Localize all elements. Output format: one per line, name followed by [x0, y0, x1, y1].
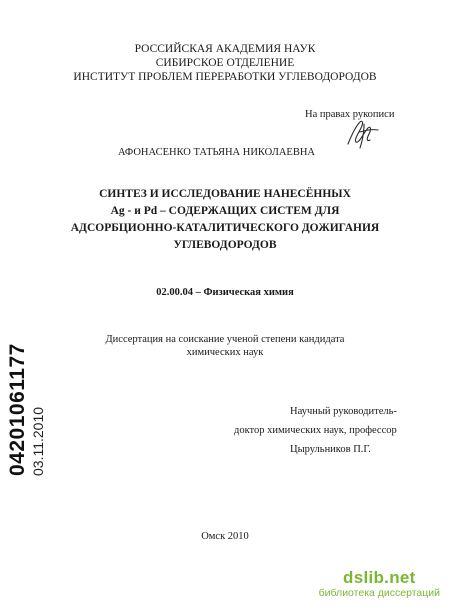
- library-date: 03.11.2010: [30, 406, 46, 476]
- advisor-line-1: Научный руководитель-: [290, 406, 397, 417]
- advisor-line-3: Цырульников П.Г.: [290, 444, 371, 455]
- degree-line-2: химических наук: [186, 347, 264, 358]
- city-year: Омск 2010: [201, 531, 249, 542]
- watermark-logo: dslib.net: [343, 568, 416, 587]
- manuscript-note: На правах рукописи: [305, 109, 395, 120]
- thesis-title-line-1: СИНТЕЗ И ИССЛЕДОВАНИЕ НАНЕСЁННЫХ: [99, 188, 351, 200]
- library-code: 04201061177: [6, 343, 29, 476]
- thesis-title-line-3: АДСОРБЦИОННО-КАТАЛИТИЧЕСКОГО ДОЖИГАНИЯ: [70, 222, 380, 234]
- advisor-line-2: доктор химических наук, профессор: [234, 425, 397, 436]
- signature-icon: [342, 114, 382, 150]
- watermark-subtitle: библиотека диссертаций: [318, 587, 440, 599]
- institution-line-2: СИБИРСКОЕ ОТДЕЛЕНИЕ: [155, 57, 295, 69]
- specialty: 02.00.04 – Физическая химия: [156, 287, 294, 298]
- library-stamp: [6, 343, 76, 476]
- author-name: АФОНАСЕНКО ТАТЬЯНА НИКОЛАЕВНА: [118, 147, 316, 158]
- institution-line-3: ИНСТИТУТ ПРОБЛЕМ ПЕРЕРАБОТКИ УГЛЕВОДОРОДОВ: [73, 71, 377, 83]
- thesis-title-line-4: УГЛЕВОДОРОДОВ: [173, 239, 277, 251]
- degree-line-1: Диссертация на соискание ученой степени кандидата: [105, 334, 345, 345]
- thesis-title-line-2: Ag - и Pd – СОДЕРЖАЩИХ СИСТЕМ ДЛЯ: [110, 205, 340, 217]
- institution-line-1: РОССИЙСКАЯ АКАДЕМИЯ НАУК: [134, 43, 316, 55]
- watermark: [319, 568, 440, 599]
